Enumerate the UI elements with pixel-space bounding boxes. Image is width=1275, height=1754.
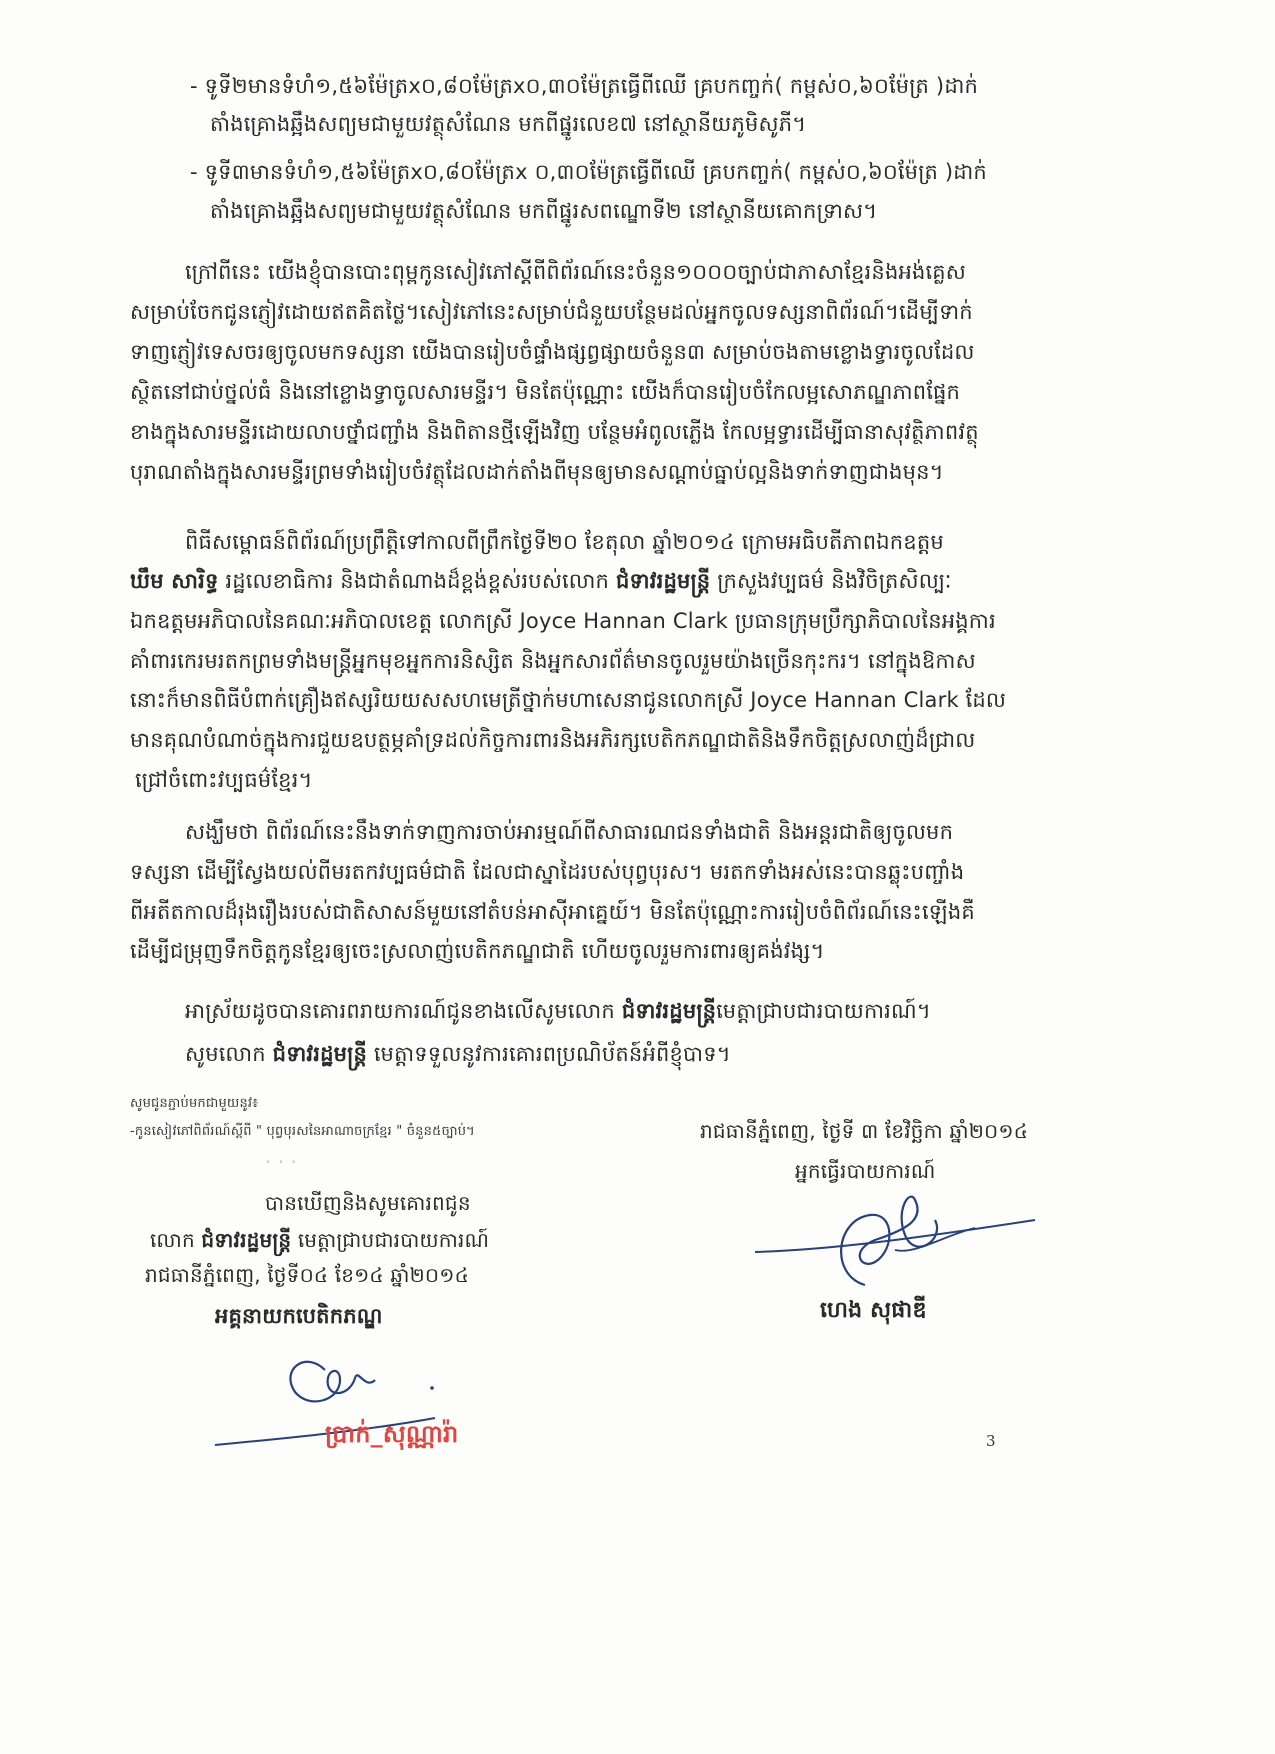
page-number: 3	[986, 1432, 996, 1450]
director-name: ប្រាក់_សុណ្ណារ៉ា	[325, 1420, 459, 1448]
endorse-date: រាជធានីភ្នំពេញ, ថ្ងៃទី០៤ ខែ១៤ ឆ្នាំ២០១៤	[145, 1263, 469, 1287]
para2-line1: ពិធីសម្ពោធន៍ពិព័រណ៍ប្រព្រឹត្តិទៅកាលពីព្រឹកថ្ងៃទី២០ ខែតុលា ឆ្នាំ២០១៤ ក្រោមអធិបតីភាពឯកឧត្តម	[185, 530, 944, 554]
para2-line5: នោះក៏មានពិធីបំពាក់គ្រឿងឥស្សរិយយសសហមេត្រីថ្នាក់មហាសេនាជូនលោកស្រី Joyce Hannan Clark ដែល	[130, 688, 1007, 712]
para3-line1: សង្ឃឹមថា ពិព័រណ៍នេះនឹងទាក់ទាញការចាប់អារម្មណ៍ពីសាធារណជនទាំងជាតិ និងអន្តរជាតិឲ្យចូលមក	[185, 820, 954, 844]
para3-line3: ពីអតីតកាលដ៏រុងរឿងរបស់ជាតិសាសន៍មួយនៅតំបន់អាស៊ីអាគ្នេយ៍។ មិនតែប៉ុណ្ណោះការរៀបចំពិព័រណ៍នេះឡើងគឺ	[130, 900, 975, 924]
minister-title: ជំទាវរដ្ឋមន្រ្តី	[615, 569, 711, 593]
closing-line1-b: មេត្តាជ្រាបជារបាយការណ៍។	[716, 999, 931, 1023]
endorse-line2-a: លោក	[150, 1228, 195, 1252]
item2-line2: តាំងគ្រោងឆ្អឹងសព្យមជាមួយវត្ថុសំណែន មកពីផ្នូរលេខ៧ នៅស្ថានីយភូមិសូភី។	[210, 112, 807, 136]
para1-line3: ទាញភ្ញៀវទេសចរឲ្យចូលមកទស្សនា យើងបានរៀបចំផ្ទាំងផ្សព្វផ្សាយចំនួន៣ សម្រាប់ចងតាមខ្លោងទ្វារចូលដែល	[130, 340, 975, 364]
director-signature-icon	[200, 1330, 490, 1480]
closing-minister-title-2: ជំទាវរដ្ឋមន្រ្តី	[272, 1042, 367, 1066]
endorse-minister-title: ជំទាវរដ្ឋមន្ត្រី	[201, 1228, 292, 1252]
item3-line1: - ទូទី៣មានទំហំ១,៥៦ម៉ែត្រx០,៨០ម៉ែត្រx ០,៣០ម៉ែត្រធ្វើពីឈើ គ្របកញ្ចក់( កម្ពស់០,៦០ម៉ែត្រ )ដាក់	[190, 160, 987, 184]
attachment-item: -កូនសៀវភៅពិព័រណ៍ស្តីពី " បុព្វបុរសនៃអាណាចក្រខ្មែរ " ចំនួន៥ច្បាប់។	[130, 1124, 475, 1139]
para3-line4: ដើម្បីជម្រុញទឹកចិត្តកូនខ្មែរឲ្យចេះស្រលាញ់បេតិកភណ្ឌជាតិ ហើយចូលរួមការពារឲ្យគង់វង្ស។	[130, 939, 825, 963]
item3-line2: តាំងគ្រោងឆ្អឹងសព្យមជាមួយវត្ថុសំណែន មកពីផ្នូរសពណ្ឌោទី២ នៅស្ថានីយគោកទ្រាស។	[210, 199, 878, 223]
endorse-title: អគ្គនាយកបេតិកភណ្ឌ	[215, 1304, 383, 1328]
para1-line5: ខាងក្នុងសារមន្ទីរដោយលាបថ្នាំជញ្ជាំង និងពិតានថ្មីឡើងវិញ បន្ថែមអំពូលភ្លើង កែលម្អទ្វារដើម្បីធានាសុវត្ថិភាពវត្ថុ	[130, 420, 979, 444]
item2-line1: - ទូទី២មានទំហំ១,៥៦ម៉ែត្រx០,៨០ម៉ែត្រx០,៣០ម៉ែត្រធ្វើពីឈើ គ្របកញ្ចក់( កម្ពស់០,៦០ម៉ែត្រ )ដាក់	[190, 74, 979, 98]
attachment-label: សូមជូនភ្ជាប់មកជាមួយនូវ៖	[130, 1096, 259, 1111]
para1-line1: ក្រៅពីនេះ យើងខ្ញុំបានបោះពុម្ពកូនសៀវភៅស្តីពីពិព័រណ៍នេះចំនួន១០០០ច្បាប់ជាភាសាខ្មែរនិងអង់គ្លេស	[185, 260, 966, 284]
faint-stamp-mark: · · ·	[265, 1150, 297, 1174]
closing-line1-a: អាស្រ័យដូចបានគោរពរាយការណ៍ជូនខាងលើសូមលោក	[185, 999, 615, 1023]
closing-minister-title: ជំទាវរដ្ឋមន្រ្តី	[621, 999, 717, 1023]
reporter-name: ហេង សុផាឌី	[820, 1298, 927, 1323]
closing-line2	[185, 1040, 731, 1068]
closing-line1	[185, 997, 931, 1025]
date-right: រាជធានីភ្នំពេញ, ថ្ងៃទី ៣ ខែវិច្ឆិកា ឆ្នាំ២០១៤	[700, 1119, 1029, 1143]
para2-line3: ឯកឧត្តមអភិបាលនៃគណៈអភិបាលខេត្ត លោកស្រី Joyce Hannan Clark ប្រធានក្រុមប្រឹក្សាភិបាលនៃអង្គការ	[130, 609, 996, 633]
para1-line4: ស្ថិតនៅជាប់ថ្នល់ធំ និងនៅខ្លោងទ្វាចូលសារមន្ទីរ។ មិនតែប៉ុណ្ណោះ យើងក៏បានរៀបចំកែលម្អសោភណ្ឌភាពផ្នែក	[130, 380, 961, 404]
para1-line2: សម្រាប់ចែកជូនភ្ញៀវដោយឥតគិតថ្លៃ។សៀវភៅនេះសម្រាប់ជំនួយបន្ថែមដល់អ្នកចូលទស្សនាពិព័រណ៍។ដើម្បីទាក់	[130, 300, 973, 324]
endorse-line2-b: មេត្តាជ្រាបជារបាយការណ៍	[297, 1228, 490, 1252]
para2-line6: មានគុណបំណាច់ក្នុងការជួយឧបត្ថម្ភគាំទ្រដល់កិច្ចការពារនិងអភិរក្សបេតិកភណ្ឌជាតិនិងទឹកចិត្តស្រលាញ់ដ៏ជ្រាល	[130, 728, 976, 752]
para1-line6: បុរាណតាំងក្នុងសារមន្ទីរព្រមទាំងរៀបចំវត្ថុដែលដាក់តាំងពីមុនឲ្យមានសណ្តាប់ធ្នាប់ល្អនិងទាក់ទាញជាងមុន។	[130, 460, 944, 484]
official-name: ឃឹម សារិទ្ធ	[130, 569, 219, 593]
endorse-line1: បានឃើញនិងសូមគោរពជូន	[265, 1191, 471, 1215]
reporter-signature-icon	[745, 1180, 1085, 1305]
para3-line2: ទស្សនា ដើម្បីស្វែងយល់ពីមរតកវប្បធម៌ជាតិ ដែលជាស្នាដៃរបស់បុព្វបុរស។ មរតកទាំងអស់នេះបានឆ្លុះបញ្ចាំង	[130, 860, 965, 884]
closing-line2-a: សូមលោក	[185, 1042, 266, 1066]
para2-line2-mid: រដ្ឋលេខាធិការ និងជាតំណាងដ៏ខ្ពង់ខ្ពស់របស់លោក	[225, 569, 610, 593]
endorse-line2	[150, 1227, 489, 1253]
para2-line2-end: ក្រសួងវប្បធម៌ និងវិចិត្រសិល្បៈ	[717, 569, 952, 593]
reporter-label: អ្នកធ្វើរបាយការណ៍	[795, 1159, 936, 1183]
para2-line4: គាំពារកេរមរតកព្រមទាំងមន្ត្រីអ្នកមុខអ្នកការនិស្សិត និងអ្នកសារព័ត៌មានចូលរួមយ៉ាងច្រើនកុះករ។ នៅក្នុងឱកាស	[130, 649, 976, 673]
para2-line7: ជ្រៅចំពោះវប្បធម៌ខ្មែរ។	[135, 768, 313, 792]
closing-line2-b: មេត្តាទទួលនូវការគោរពប្រណិប័តន៍អំពីខ្ញុំបាទ។	[373, 1042, 731, 1066]
para2-line2	[130, 567, 952, 595]
